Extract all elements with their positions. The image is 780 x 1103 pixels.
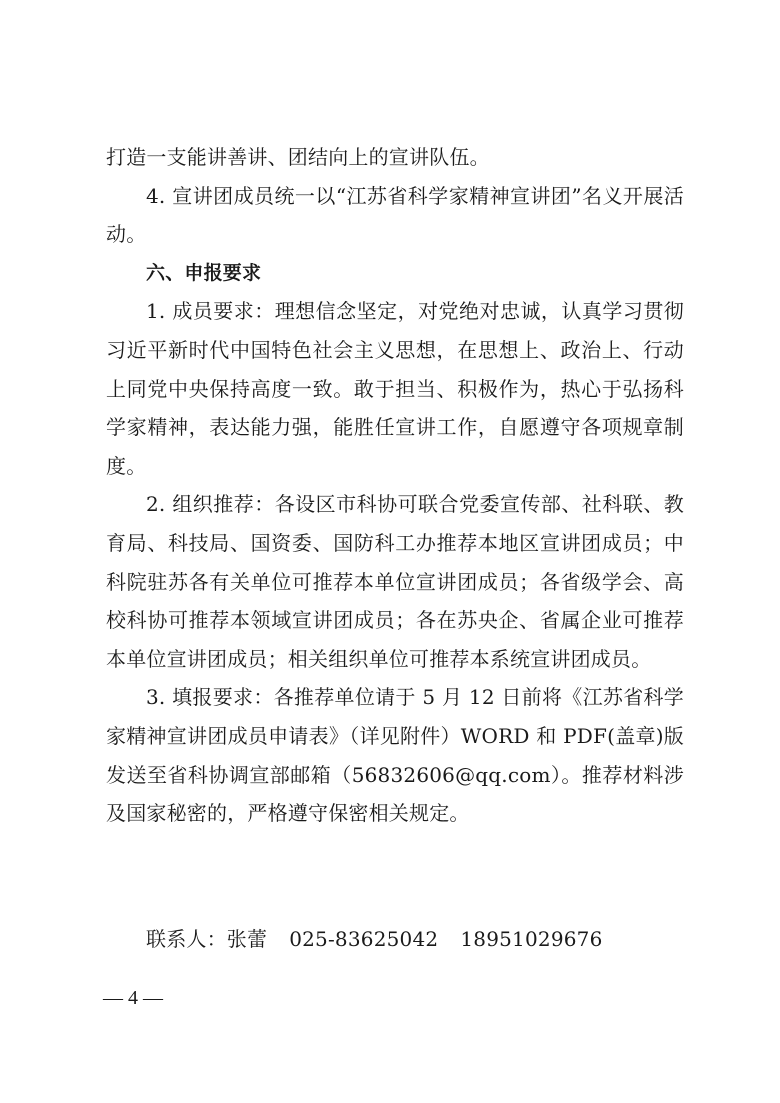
page-number: — 4 —	[103, 987, 163, 1009]
paragraph-member-requirements: 1. 成员要求：理想信念坚定，对党绝对忠诚，认真学习贯彻习近平新时代中国特色社会主义思想，在思想上、政治上、行动上同党中央保持高度一致。敢于担当、积极作为，热心于弘扬科学家精神，表达能力强，能胜任宣讲工作，自愿遵守各项规章制度。	[106, 299, 684, 478]
contact-label: 联系人：张蕾	[146, 927, 268, 951]
contact-line	[146, 920, 603, 958]
document-body	[106, 138, 684, 833]
paragraph-filing-requirements: 3. 填报要求：各推荐单位请于 5 月 12 日前将《江苏省科学家精神宣讲团成员申请表》（详见附件）WORD 和 PDF(盖章)版发送至省科协调宣部邮箱（56832606@qq.com）。推荐材料涉及国家秘密的，严格遵守保密相关规定。	[106, 685, 684, 826]
section-heading: 六、申报要求	[146, 261, 262, 284]
contact-phone: 025-83625042	[289, 927, 439, 951]
paragraph-item-4: 4. 宣讲团成员统一以“江苏省科学家精神宣讲团”名义开展活动。	[106, 183, 684, 247]
paragraph-organization-recommendation: 2. 组织推荐：各设区市科协可联合党委宣传部、社科联、教育局、科技局、国资委、国防科工办推荐本地区宣讲团成员；中科院驻苏各有关单位可推荐本单位宣讲团成员；各省级学会、高校科协可推荐本领域宣讲团成员；各在苏央企、省属企业可推荐本单位宣讲团成员；相关组织单位可推荐本系统宣讲团成员。	[106, 492, 684, 671]
paragraph-continuation: 打造一支能讲善讲、团结向上的宣讲队伍。	[106, 145, 490, 169]
contact-mobile: 18951029676	[460, 927, 603, 951]
